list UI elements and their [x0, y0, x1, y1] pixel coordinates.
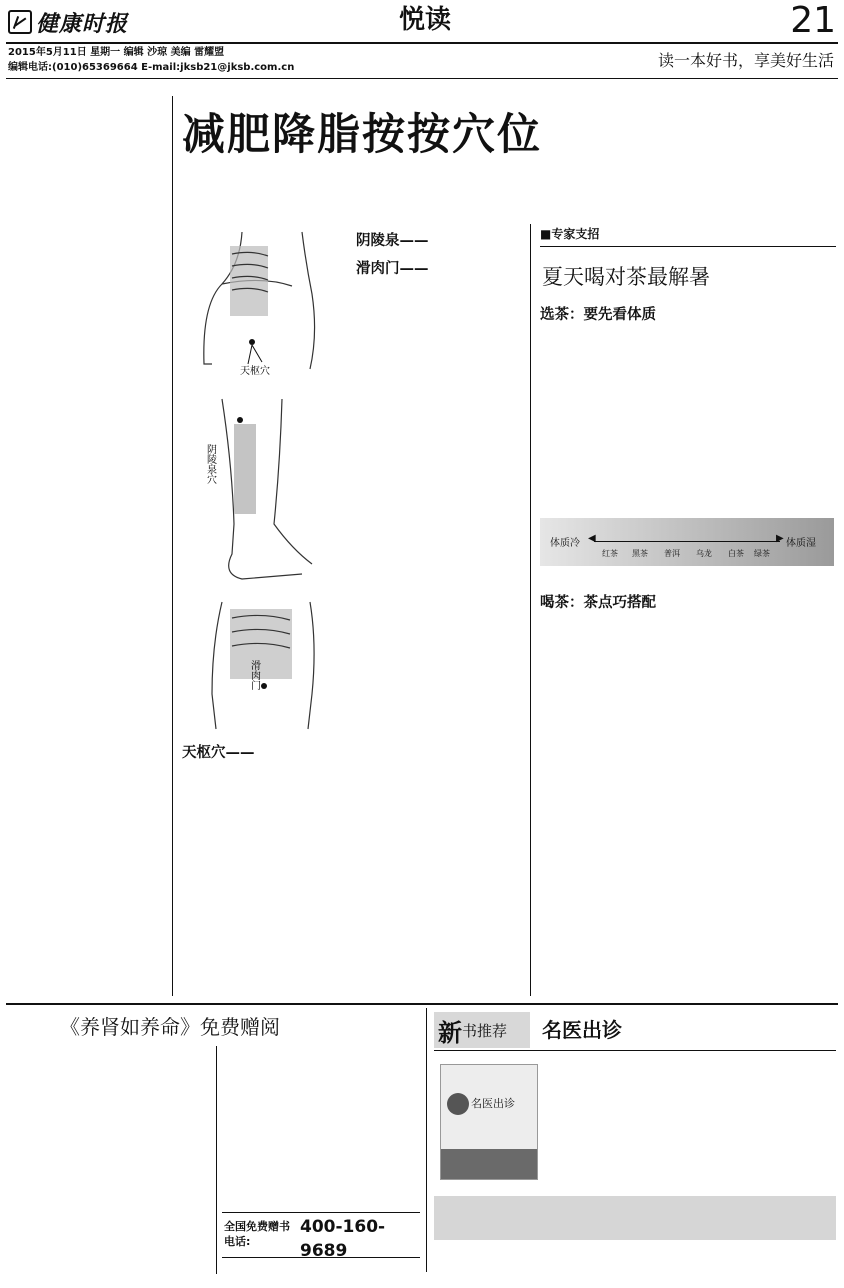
newbook-title-rule [434, 1050, 836, 1051]
tianshu-section [182, 742, 344, 770]
newbook-purchase-banner [434, 1196, 836, 1240]
tea-constitution-scale [540, 518, 834, 566]
book-cover [440, 1064, 538, 1180]
article-mid-column [356, 224, 516, 286]
section-name: 悦读 [398, 5, 451, 35]
scale-item: 普洱 [664, 549, 680, 558]
contact-line: 编辑电话:(010)65369664 E-mail:jksb21@jksb.com.cn [8, 62, 295, 73]
tea-column-tag: ■专家支招 [540, 227, 600, 241]
logo [8, 6, 138, 38]
masthead-rule [6, 42, 838, 44]
newbook-tag [434, 1012, 530, 1048]
tea-body [540, 300, 836, 328]
tea-tag-rule [540, 246, 836, 247]
scale-label-left: 体质冷 [550, 538, 580, 549]
figure-label-yinlingquan: 阴陵泉穴 [204, 444, 216, 484]
book-cover-title: 名医出诊 [471, 1097, 515, 1110]
book-cover-badge-icon [447, 1093, 469, 1115]
logo-icon [8, 10, 32, 34]
tea-sub-choose: 选茶：要先看体质 [540, 307, 656, 323]
acupoint-illustration [182, 224, 344, 732]
scale-item: 白茶 [728, 549, 744, 558]
slogan: 读一本好书，享美好生活 [657, 51, 834, 70]
bottom-section-rule [6, 1003, 838, 1005]
yinlingquan-heading: 阴陵泉—— [356, 233, 429, 249]
bottom-column-rule [426, 1008, 427, 1272]
scale-arrow-right-icon: ▶ [776, 533, 784, 544]
page-number: 21 [790, 0, 836, 41]
leg-figure [222, 399, 312, 579]
scale-arrow-left-icon: ◀ [588, 533, 596, 544]
promo-hotline-box [222, 1212, 420, 1261]
acupoint-figures [182, 224, 344, 732]
huaroumen-point [261, 683, 267, 689]
figure-label-huaroumen: 滑肉门 [248, 660, 260, 690]
logo-text: 健康时报 [36, 10, 129, 37]
scale-arrow-line [594, 541, 780, 542]
figure-label-tianshu: 天枢穴 [240, 366, 270, 377]
scale-item: 黑茶 [632, 549, 648, 558]
promo-col-rule [216, 1046, 217, 1274]
huaroumen-heading: 滑肉门—— [356, 261, 429, 277]
yinlingquan-point [237, 417, 243, 423]
scale-item: 红茶 [602, 549, 618, 558]
book-cover-band [441, 1149, 537, 1179]
article-title: 减肥降脂按按穴位 [182, 110, 542, 160]
newbook-tag-big: 新 [438, 1018, 462, 1047]
scale-item: 乌龙 [696, 549, 712, 558]
torso-figure-1 [204, 232, 315, 369]
hotline-label: 全国免费赠书电话: [224, 1220, 290, 1248]
torso-figure-2 [212, 602, 314, 729]
masthead-rule-bottom [6, 78, 838, 79]
hotline-number[interactable]: 400-160-9689 [300, 1217, 386, 1261]
scale-item: 绿茶 [754, 549, 770, 558]
scale-label-right: 体质湿 [786, 538, 816, 549]
tianshu-heading: 天枢穴—— [182, 745, 255, 761]
tea-sub-pair: 喝茶：茶点巧搭配 [540, 595, 656, 611]
date-line: 2015年5月11日 星期一 编辑 沙琼 美编 雷耀盟 [8, 47, 225, 58]
promo-title: 《养肾如养命》免费赠阅 [60, 1015, 280, 1039]
newbook-tag-rest: 书推荐 [462, 1021, 508, 1040]
newbook-title: 名医出诊 [542, 1018, 622, 1042]
column-rule-2 [530, 224, 531, 996]
tianshu-point [249, 339, 255, 345]
column-rule-1 [172, 96, 173, 996]
tea-title: 夏天喝对茶最解暑 [542, 265, 710, 289]
tea-body-2 [540, 588, 836, 616]
